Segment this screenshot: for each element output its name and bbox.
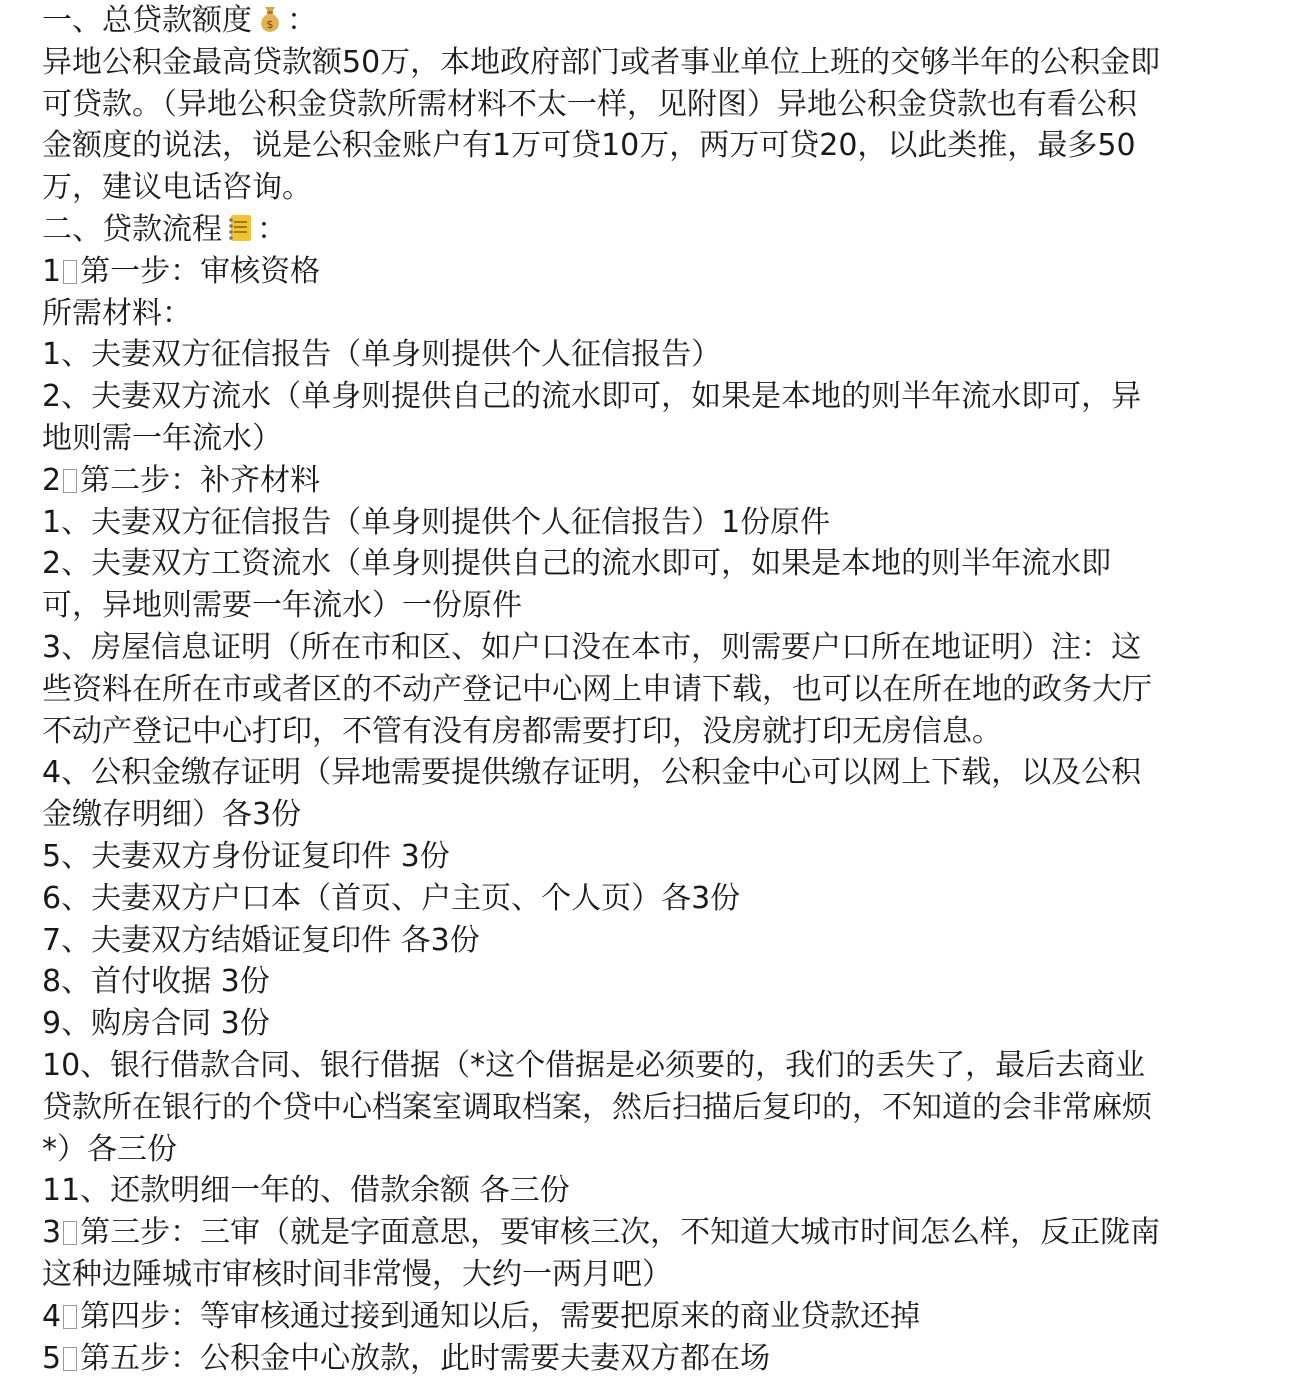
paragraph-line: 可贷款。（异地公积金贷款所需材料不太一样，见附图）异地公积金贷款也有看公积	[42, 86, 1137, 122]
step-number: 1	[42, 253, 62, 289]
list-item-line: 些资料在所在市或者区的不动产登记中心网上申请下载，也可以在所在地的政务大厅	[42, 671, 1152, 707]
keycap-box-icon	[63, 1347, 77, 1371]
step-title-text: 第五步：公积金中心放款，此时需要夫妻双方都在场	[80, 1340, 771, 1376]
step-number: 3	[42, 1215, 62, 1251]
svg-text:$: $	[266, 18, 274, 31]
heading-text: 一、总贷款额度	[42, 3, 252, 38]
list-item-line: 可，异地则需要一年流水）一份原件	[42, 588, 522, 624]
list-item-line: 8、首付收据 3份	[42, 964, 270, 1000]
list-item-line: 贷款所在银行的个贷中心档案室调取档案，然后扫描后复印的，不知道的会非常麻烦	[42, 1089, 1152, 1125]
keycap-box-icon	[63, 1305, 77, 1329]
step-4-title	[42, 1296, 1242, 1338]
list-item-line: 6、夫妻双方户口本（首页、户主页、个人页）各3份	[42, 880, 741, 916]
paragraph-line: 万，建议电话咨询。	[42, 170, 312, 206]
heading-colon: ：	[287, 3, 317, 38]
paragraph-line: 异地公积金最高贷款额50万，本地政府部门或者事业单位上班的交够半年的公积金即	[42, 44, 1161, 80]
step-number: 2	[42, 462, 62, 498]
keycap-box-icon	[63, 260, 77, 284]
section-heading-loan-limit	[42, 0, 1242, 42]
document-body	[42, 0, 1242, 1379]
list-item-line: 3、房屋信息证明（所在市和区、如户口没在本市，则需要户口所在地证明）注：这	[42, 629, 1142, 665]
materials-label: 所需材料：	[42, 295, 192, 331]
heading-text: 二、贷款流程	[42, 211, 222, 247]
step-title-text: 第三步：三审（就是字面意思，要审核三次，不知道大城市时间怎么样，反正陇南	[80, 1215, 1161, 1251]
list-item-line: 不动产登记中心打印，不管有没有房都需要打印，没房就打印无房信息。	[42, 713, 1002, 749]
heading-colon: ：	[257, 211, 287, 247]
step-title-text: 第二步：补齐材料	[80, 462, 321, 498]
step-number: 5	[42, 1340, 62, 1376]
step-number: 4	[42, 1298, 62, 1334]
list-item-line: 10、银行借款合同、银行借据（*这个借据是必须要的，我们的丢失了，最后去商业	[42, 1047, 1146, 1083]
list-item-line: 1、夫妻双方征信报告（单身则提供个人征信报告）	[42, 337, 722, 373]
step-1-materials-list	[42, 334, 1242, 459]
loan-limit-paragraph	[42, 42, 1242, 209]
notebook-icon	[226, 213, 254, 255]
list-item-line: 1、夫妻双方征信报告（单身则提供个人征信报告）1份原件	[42, 504, 831, 540]
keycap-box-icon	[63, 469, 77, 493]
step-title-text: 第一步：审核资格	[80, 253, 321, 289]
list-item-line: 2、夫妻双方流水（单身则提供自己的流水即可，如果是本地的则半年流水即可，异	[42, 379, 1142, 415]
list-item-line: *）各三份	[42, 1131, 177, 1167]
step-title-text: 第四步：等审核通过接到通知以后，需要把原来的商业贷款还掉	[80, 1298, 921, 1334]
step-2-title	[42, 460, 1242, 502]
list-item-line: 4、公积金缴存证明（异地需要提供缴存证明，公积金中心可以网上下载，以及公积	[42, 755, 1142, 791]
list-item-line: 5、夫妻双方身份证复印件 3份	[42, 838, 450, 874]
money-bag-icon	[256, 4, 284, 46]
list-item-line: 7、夫妻双方结婚证复印件 各3份	[42, 922, 480, 958]
section-heading-loan-process	[42, 209, 1242, 251]
list-item-line: 2、夫妻双方工资流水（单身则提供自己的流水即可，如果是本地的则半年流水即	[42, 546, 1112, 582]
step-2-materials-list	[42, 502, 1242, 1213]
list-item-line: 9、购房合同 3份	[42, 1006, 270, 1042]
step-5-title	[42, 1338, 1242, 1380]
step-3-title-continued: 这种边陲城市审核时间非常慢，大约一两月吧）	[42, 1256, 672, 1292]
step-1-title	[42, 251, 1242, 293]
list-item-line: 地则需一年流水）	[42, 420, 282, 456]
paragraph-line: 金额度的说法，说是公积金账户有1万可贷10万，两万可贷20，以此类推，最多50	[42, 128, 1136, 164]
step-3-title	[42, 1212, 1242, 1254]
list-item-line: 11、还款明细一年的、借款余额 各三份	[42, 1173, 570, 1209]
keycap-box-icon	[63, 1221, 77, 1245]
list-item-line: 金缴存明细）各3份	[42, 797, 302, 833]
